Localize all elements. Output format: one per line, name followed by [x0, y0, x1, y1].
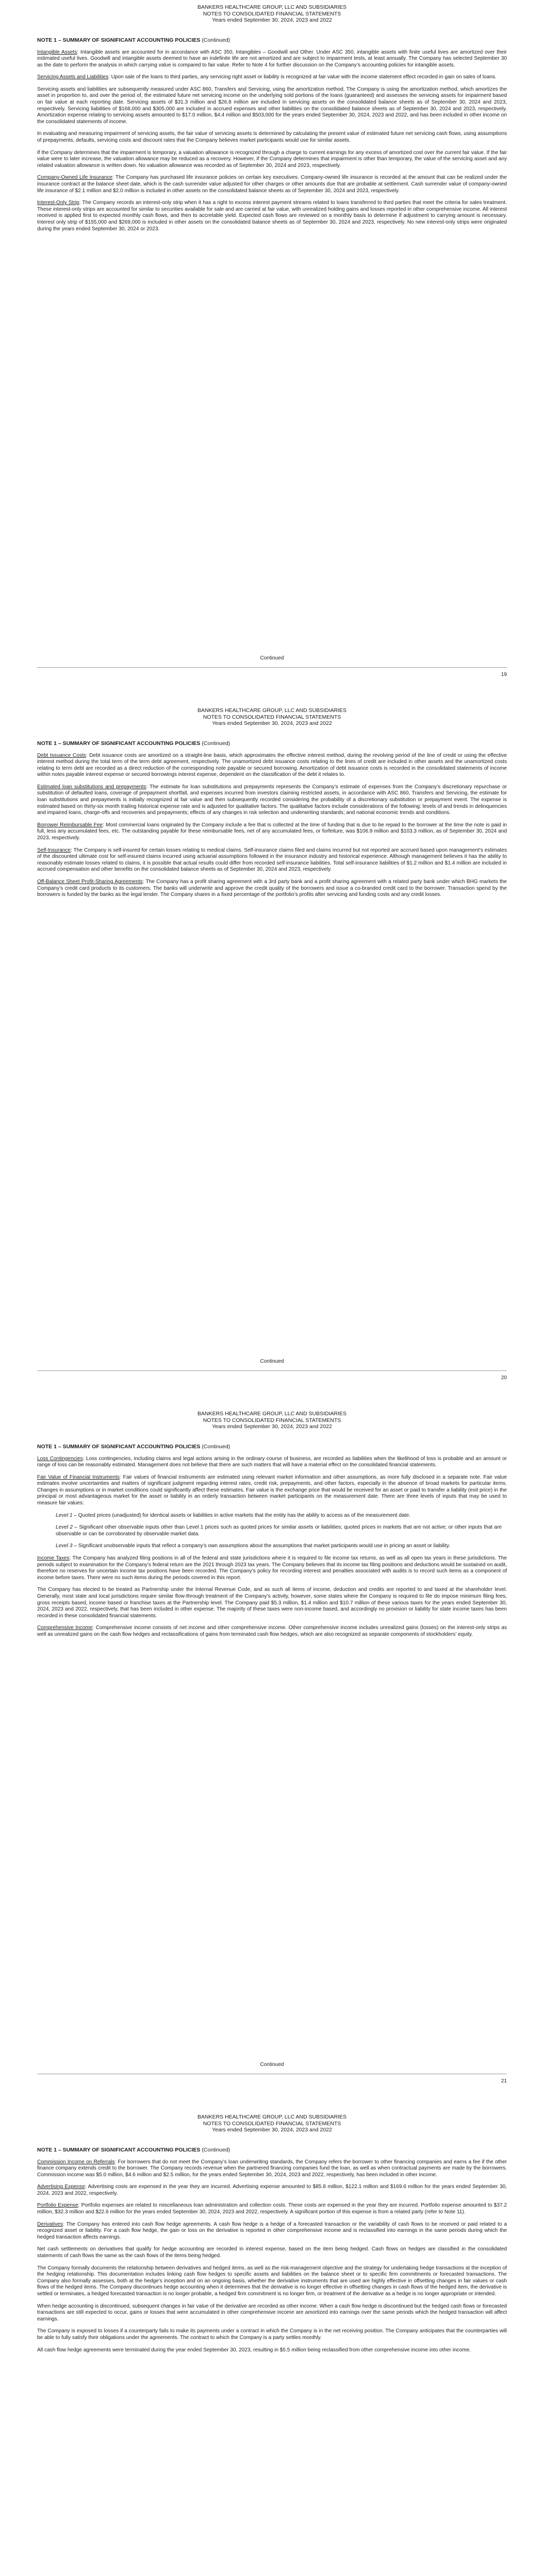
company-name: BANKERS HEALTHCARE GROUP, LLC AND SUBSIDIARIES [197, 4, 347, 10]
policy-title: Income Taxes [37, 1555, 70, 1562]
footer-divider [37, 667, 507, 668]
section-heading [37, 740, 507, 747]
policy-text: The Company is exposed to losses if a counterparty fails to make its payments under a contract in which the Company is in the net receiving position. The Company anticipates that the counterparties will be able to fully satisfy their obligations under the agreements. The contract to which the Company is a party settles monthly. [37, 2328, 507, 2341]
policy-paragraph [37, 1587, 507, 1619]
policy-text: : Intangible assets are accounted for in accordance with ASC 350, Intangibles – Goodwill and Other. Under ASC 350, intangible assets with finite useful lives are amortized over their estimated useful lives. Goodwill and intangible assets deemed to have an indefinite life are not amortized and are subject to impairment tests, at least annually. The Company has selected September 30 as the date to perform the analysis in which carrying value is compared to fair value. Refer to Note 4 for further discussion on the Company’s accounting policies for intangible assets. [37, 49, 507, 68]
policy-title: Loss Contingencies [37, 1455, 83, 1462]
policy-title: Portfolio Expense [37, 2202, 78, 2209]
policy-text: : The estimate for loan substitutions and prepayments represents the Company’s estimate of expenses from the Company’s discretionary repurchase or substitution of defaulted loans, coverage of prepayment shortfall, and expenses incurred from investors claiming restricted assets, in accordance with ASC 860, Transfers and Servicing, the estimate for loan substitutions and prepayments is initially recognized at fair value and then subsequently recorded considering the probability of a discretionary substitution or prepayment event. The expense is estimated based on thirty-six month trailing historical expense rate and is adjusted for qualitative factors. The qualitative factors include considerations of the following: levels of and trends in delinquencies and impaired loans, charge-offs and recoveries and prepayments; effects of any changes in risk selection and underwriting standards; and national economic trends and conditions. [37, 784, 507, 816]
company-name: BANKERS HEALTHCARE GROUP, LLC AND SUBSIDIARIES [197, 2114, 347, 2120]
policy-paragraph [37, 49, 507, 69]
policy-text: The Company formally documents the relationship between derivatives and hedged items, as well as the risk-management objective and the strategy for undertaking hedge transactions at the inception of the hedging relationship. This documentation includes linking cash flow hedges to specific assets and liabilities on the balance sheet or to specific firm commitments or forecasted transactions. The Company also formally assesses, both at the hedge’s inception and on an ongoing basis, whether the derivative instruments that are used are highly effective in offsetting changes in fair values or cash flows of the hedged items. The Company discontinues hedge accounting when it determines that the derivative is no longer effective in offsetting changes in cash flows of the hedged item, the derivative is settled or terminates, a hedged forecasted transaction is no longer probable, a hedged firm commitment is no longer firm, or treatment of the derivative as a hedge is no longer appropriate or intended. [37, 2265, 507, 2297]
reporting-period: Years ended September 30, 2024, 2023 and 2022 [212, 1423, 332, 1430]
page-header [37, 707, 507, 727]
page-number: 19 [501, 672, 507, 677]
policy-paragraph [37, 822, 507, 842]
policy-title: Debt Issuance Costs [37, 752, 86, 758]
policy-text: Net cash settlements on derivatives that qualify for hedge accounting are recorded in interest expense, based on the item being hedged. Cash flows on hedges are classified in the consolidated statements of cash flows the same as the cash flows of the items being hedged. [37, 2246, 507, 2259]
page [0, 1406, 544, 2110]
policy-title: Commission Income on Referrals [37, 2159, 115, 2165]
section-title: NOTE 1 – SUMMARY OF SIGNIFICANT ACCOUNTING POLICIES [37, 37, 201, 43]
policy-text: If the Company determines that the impairment is temporary, a valuation allowance is recognized through a charge to current earnings for any excess of amortized cost over the current fair value. If the fair value were to later increase, the valuation allowance may be reduced as a recovery. However, if the Company determines that impairment is other than temporary, the value of the servicing asset and any related valuation allowance is written down. No valuation allowance was recorded as of September 30, 2024 and 2023, respectively. [37, 149, 507, 168]
company-name: BANKERS HEALTHCARE GROUP, LLC AND SUBSIDIARIES [197, 1411, 347, 1417]
policy-text: : Portfolio expenses are related to miscellaneous loan administration and collection costs. These costs are expensed in the year they are incurred. Portfolio expense amounted to $37.2 million, $32.3 million and $22.6 million for the years ended September 30, 2024, 2023 and 2022, respectively. A significant portion of this expense is from a related party (refer to Note 11). [37, 2202, 507, 2215]
policy-title: Borrower Reimbursable Fee [37, 822, 103, 828]
footer-divider [37, 1370, 507, 1371]
page [0, 0, 544, 703]
page-header [37, 2114, 507, 2133]
fair-value-level [56, 1513, 502, 1519]
policy-text: : Upon sale of the loans to third parties, any servicing right asset or liability is recognized at fair value with the income statement effect recorded in gain on sales of loans. [108, 74, 497, 80]
policy-text: : The Company has purchased life insurance policies on certain key executives. Company-owned life insurance is recorded at the amount that can be realized under the insurance contract at the balance sheet date, which is the cash surrender value adjusted for other charges or other amounts due that are probable at settlement. Cash surrender value of company-owned life insurance of $2.1 million and $2.0 million is included in other assets on the consolidated balance sheets as of September 30, 2024 and 2023, respectively. [37, 175, 507, 194]
policy-paragraph [37, 2246, 507, 2259]
statement-subtitle: NOTES TO CONSOLIDATED FINANCIAL STATEMENTS [203, 714, 341, 720]
page-header [37, 4, 507, 24]
policy-text: : The Company is self-insured for certain losses relating to medical claims. Self-insurance claims filed and claims incurred but not reported are accrued based upon management’s estimates of the discounted ultimate cost for self-insured claims incurred using actuarial assumptions followed in the insurance industry and historical experience. Although management believes it has the ability to reasonably estimate losses related to claims, it is possible that actual results could differ from recorded self-insurance liabilities. Total self-insurance liabilities of $1.2 million and $1.4 million are included in accrued compensation and other benefits on the consolidated balance sheets as of September 30, 2024 and 2023, respectively. [37, 847, 507, 873]
policy-paragraph [37, 2265, 507, 2298]
section-heading [37, 37, 507, 43]
policy-text: In evaluating and measuring impairment of servicing assets, the fair value of servicing assets is determined by calculating the present value of estimated future net servicing cash flows, using assumptions of prepayments, defaults, servicing costs and discount rates that the Company believes market participants would use for similar assets. [37, 131, 507, 144]
policy-title: Intangible Assets [37, 49, 77, 55]
page [0, 703, 544, 1406]
policy-title: Fair Value of Financial Instruments [37, 1474, 120, 1480]
reporting-period: Years ended September 30, 2024, 2023 and 2022 [212, 720, 332, 726]
policy-paragraph [37, 131, 507, 144]
policy-text: : The Company has a profit sharing agreement with a 3rd party bank and a profit sharing agreement with a related party bank under which BHG markets the Company’s credit card products to its customers. The banks will underwrite and approve the credit quality of the borrowers and issue a co-branded credit card to the borrower. Transaction spend by the borrowers is funded by the banks as the legal lender. The Company shares in a fixed percentage of the portfolio’s profits after servicing and funding costs and any credit losses. [37, 879, 507, 898]
policy-title: Derivatives [37, 2221, 63, 2227]
continued-label: Continued [260, 1359, 284, 1364]
policy-text: When hedge accounting is discontinued, subsequent changes in fair value of the derivative are recorded as other income. When a cash flow hedge is discontinued but the hedged cash flows or forecasted transactions are still expected to occur, gains or losses that were accumulated in other comprehensive income are amortized into earnings over the same periods which the hedged transaction will affect earnings. [37, 2303, 507, 2322]
policy-paragraph [37, 848, 507, 873]
level-label: Level 3 [56, 1543, 73, 1549]
page [0, 2110, 544, 2576]
policy-paragraph [37, 2184, 507, 2197]
continued-label: Continued [260, 655, 284, 661]
statement-subtitle: NOTES TO CONSOLIDATED FINANCIAL STATEMENTS [203, 2120, 341, 2127]
policy-text: : The Company has entered into cash flow hedge agreements. A cash flow hedge is a hedge of a forecasted transaction or the variability of cash flows to be received or paid related to a recognized asset or liability. For a cash flow hedge, the gain or loss on the derivative is reported in other comprehensive income and is reclassified into earnings in the same periods during which the hedged transaction affects earnings. [37, 2221, 507, 2240]
policy-text: : Debt issuance costs are amortized on a straight-line basis, which approximates the effective interest method, during the revolving period of the line of credit or using the effective interest method during the total term of the term debt agreement, respectively. The unamortized debt issuance costs relating to the lines of credit are included in other assets and the unamortized costs relating to term debt are recorded as a direct reduction of the corresponding note payable or secured borrowing. Amortization of debt issuance costs is recorded in the consolidated statements of income within notes payable interest expense or secured borrowings interest expense, dependent on the classification of the debt it relates to. [37, 752, 507, 778]
section-continued: (Continued) [202, 740, 230, 747]
policy-text: The Company has elected to be treated as Partnership under the Internal Revenue Code, and as such all items of income, deduction and credits are reported to and taxed at the shareholder level. Generally, most state and local jurisdictions require similar flow-through treatment of the Company’s activity, however, some states where the Company is required to file do impose minimum filing fees, gross receipts based, income based or franchise taxes at the Partnership level. The Company paid $5.3 million, $1.4 million and $10.7 million of these various taxes for the years ended September 30, 2024, 2023 and 2022, respectively, that has been included in other expense. The majority of these taxes were non-income based, and accordingly no provision or liability for state income taxes has been recorded in these consolidated financial statements. [37, 1587, 507, 1619]
statement-subtitle: NOTES TO CONSOLIDATED FINANCIAL STATEMENTS [203, 1417, 341, 1423]
policy-text: : For borrowers that do not meet the Company’s loan underwriting standards, the Company refers the borrower to other financing companies and earns a fee if the other finance company extends credit to the borrower. The Company records revenue when the partnered financing companies fund the loan, as well as when contractual payments are made by the borrowers. Commission income was $5.0 million, $4.6 million and $2.5 million, for the years ended September 30, 2024, 2023 and 2022, respectively, has been included in other income. [37, 2159, 507, 2178]
section-title: NOTE 1 – SUMMARY OF SIGNIFICANT ACCOUNTING POLICIES [37, 2146, 201, 2153]
policy-title: Self-Insurance [37, 847, 71, 853]
policy-paragraph [37, 2303, 507, 2323]
policy-text: – Significant unobservable inputs that reflect a company’s own assumptions about the assumptions that market participants would use in pricing an asset or liability. [72, 1543, 450, 1549]
policy-text: : Loss contingencies, including claims and legal actions arising in the ordinary course of business, are recorded as liabilities when the likelihood of loss is probable and an amount or range of loss can be reasonably estimated. Management does not believe that there are such matters that will have a material effect on the consolidated financial statements. [37, 1455, 507, 1468]
level-label: Level 2 [56, 1524, 73, 1531]
statement-subtitle: NOTES TO CONSOLIDATED FINANCIAL STATEMENTS [203, 10, 341, 17]
policy-title: Servicing Assets and Liabilities [37, 74, 109, 80]
policy-paragraph [37, 200, 507, 232]
section-title: NOTE 1 – SUMMARY OF SIGNIFICANT ACCOUNTING POLICIES [37, 740, 201, 747]
page-footer [37, 2062, 507, 2084]
policy-title: Advertising Expense [37, 2184, 85, 2190]
fair-value-level [56, 1543, 502, 1550]
section-continued: (Continued) [202, 1443, 230, 1450]
section-continued: (Continued) [202, 37, 230, 43]
policy-title: Off-Balance Sheet Profit-Sharing Agreements [37, 879, 143, 885]
policy-paragraph [37, 1475, 507, 1507]
policy-paragraph [37, 784, 507, 817]
policy-paragraph [37, 1555, 507, 1581]
policy-paragraph [37, 1456, 507, 1469]
policy-text: : The Company records an interest-only strip when it has a right to excess interest payment streams related to loans transferred to third parties that meet the criteria for sales treatment. These interest-only strips are accounted for similar to securities available for sale and are carried at fair value, with unrealized holding gains and losses reported in other comprehensive income. All interest received is applied first to expected monthly cash flows, and then to accretable yield. Expected cash flows are reviewed on a monthly basis to determine if adjustment to carrying amount is necessary. Interest only strip of $155,000 and $269,000 is included in other assets on the consolidated balance sheets as of September 30, 2024 and 2023, respectively. No new interest-only strips were originated during the years ended September 30, 2024 or 2023. [37, 200, 507, 232]
page-number: 21 [501, 2078, 507, 2084]
policy-paragraph [37, 2202, 507, 2215]
level-label: Level 1 [56, 1512, 73, 1518]
policy-paragraph [37, 2159, 507, 2179]
policy-text: : Fair values of financial instruments are estimated using relevant market information and other assumptions, as more fully disclosed in a separate note. Fair value estimates involve uncertainties and matters of significant judgment regarding interest rates, credit risk, prepayments, and other factors, especially in the absence of broad markets for particular items. Changes in assumptions or in market conditions could significantly affect these estimates. Fair value is the exchange price that would be received for an asset or paid to transfer a liability (exit price) in the principal or most advantageous market for the asset or liability in an orderly transaction between market participants on the measurement date. There are three levels of inputs that may be used to measure fair values: [37, 1474, 507, 1506]
policy-text: All cash flow hedge agreements were terminated during the year ended September 30, 2023, resulting in $5.5 million being reclassified from other comprehensive income into other income. [37, 2347, 471, 2353]
page-footer [37, 1359, 507, 1381]
policy-paragraph [37, 175, 507, 194]
policy-title: Estimated loan substitutions and prepayments [37, 784, 146, 790]
reporting-period: Years ended September 30, 2024, 2023 and 2022 [212, 17, 332, 23]
policy-text: Servicing assets and liabilities are subsequently measured under ASC 860, Transfers and Servicing, using the amortization method. The Company is using the amortization method, which amortizes the asset in proportion to, and over the period of, the estimated future net servicing income on the underlying sold portions of the loans (guaranteed) and assesses the servicing assets for impairment based on fair value at each reporting date. Servicing assets of $31.3 million and $26.8 million are included in servicing assets on the consolidated balance sheets as of September 30, 2024 and 2023, respectively. Servicing liabilities of $168,000 and $305,000 are included in accrued expenses and other liabilities on the consolidated balance sheets as of September 30, 2024 and 2023, respectively. Amortization expense relating to servicing assets amounted to $17.0 million, $4.4 million and $503,000 for the years ended September 30, 2024, 2023 and 2022, and has been included in other income on the consolidated statements of income. [37, 86, 507, 125]
policy-text: : The Company has analyzed filing positions in all of the federal and state jurisdictions where it is required to file income tax returns, as well as all open tax years in these jurisdictions. The periods subject to examination for the Company’s federal return are the 2021 through 2023 tax years. The Company believes that its income tax filing positions and deductions would be sustained on audit, therefore no reserves for uncertain income tax positions have been recorded. The Company’s policy for recording interest and penalties associated with audits is to record such items as a component of income before taxes. There were no such items during the periods covered in this report. [37, 1555, 507, 1581]
section-heading [37, 1444, 507, 1450]
policy-paragraph [37, 1625, 507, 1638]
section-continued: (Continued) [202, 2146, 230, 2153]
policy-paragraph [37, 2222, 507, 2241]
section-heading [37, 2147, 507, 2153]
policy-paragraph [37, 2328, 507, 2341]
policy-title: Comprehensive Income [37, 1625, 93, 1631]
policy-paragraph [37, 753, 507, 778]
section-title: NOTE 1 – SUMMARY OF SIGNIFICANT ACCOUNTING POLICIES [37, 1443, 201, 1450]
policy-text: – Significant other observable inputs other than Level 1 prices such as quoted prices for similar assets or liabilities; quoted prices in markets that are not active; or other inputs that are observable or can be corroborated by observable market data. [56, 1524, 502, 1537]
policy-text: – Quoted prices (unadjusted) for identical assets or liabilities in active markets that the entity has the ability to access as of the measurement date. [72, 1512, 410, 1518]
policy-text: : Advertising costs are expensed in the year they are incurred. Advertising expense amounted to $85.8 million, $122.1 million and $169.6 million for the years ended September 30, 2024, 2023 and 2022, respectively. [37, 2184, 507, 2196]
policy-paragraph [37, 74, 507, 81]
policy-text: : Comprehensive income consists of net income and other comprehensive income. Other comprehensive income includes unrealized gains (losses) on the interest-only strips as well as unrealized gains on the cash flow hedges and reclassifications of gains from terminated cash flow hedges, which are also recognized as separate components of stockholders’ equity. [37, 1625, 507, 1637]
policy-paragraph [37, 879, 507, 899]
policy-paragraph [37, 87, 507, 126]
page-header [37, 1411, 507, 1430]
policy-title: Interest-Only Strip [37, 200, 79, 206]
policy-text: : Most commercial loans originated by the Company include a fee that is collected at the time of funding that is due to be repaid to the borrower at the time the note is paid in full, less any accumulated fees, etc. The outstanding payable for these reimbursable fees, net of any accumulated fees, or forfeiture, was $106.9 million and $103.3 million, as of September 30, 2024 and 2023, respectively. [37, 822, 507, 841]
policy-paragraph [37, 150, 507, 170]
policy-paragraph [37, 2347, 507, 2354]
page-number: 20 [501, 1375, 507, 1381]
page-footer [37, 655, 507, 677]
fair-value-level [56, 1524, 502, 1537]
continued-label: Continued [260, 2062, 284, 2067]
policy-title: Company-Owned Life Insurance [37, 175, 112, 181]
company-name: BANKERS HEALTHCARE GROUP, LLC AND SUBSIDIARIES [197, 707, 347, 714]
reporting-period: Years ended September 30, 2024, 2023 and 2022 [212, 2127, 332, 2133]
